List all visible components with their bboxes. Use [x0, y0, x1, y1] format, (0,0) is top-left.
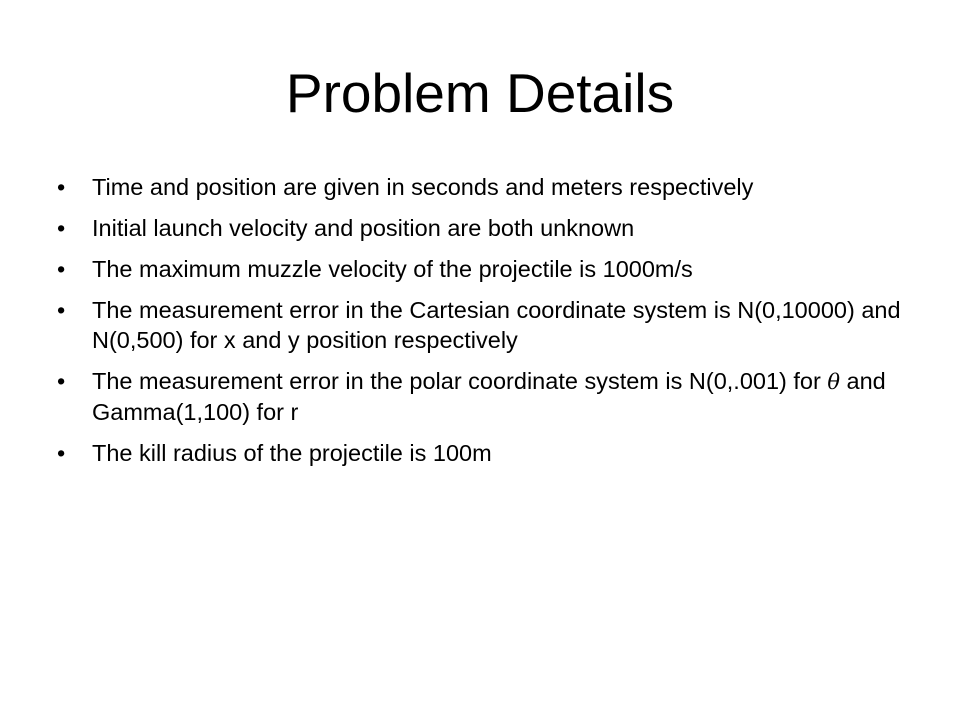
slide-title: Problem Details	[285, 62, 675, 124]
bullet-text: The maximum muzzle velocity of the projectile is 1000m/s	[92, 256, 693, 282]
bullet-dot-icon: •	[57, 440, 66, 466]
bullet-item-time-position	[55, 172, 915, 202]
bullet-dot-icon: •	[57, 174, 66, 200]
bullet-text: Initial launch velocity and position are both unknown	[92, 215, 635, 241]
bullet-text-before: The measurement error in the polar coordinate system is N(0,.001) for	[92, 368, 828, 394]
bullet-dot-icon: •	[57, 215, 66, 241]
bullet-item-kill-radius	[55, 438, 915, 468]
bullet-dot-icon: •	[57, 297, 66, 323]
bullet-item-cartesian-error	[55, 295, 915, 355]
bullet-dot-icon: •	[57, 368, 66, 394]
bullet-text: The kill radius of the projectile is 100m	[92, 440, 492, 466]
bullet-list	[55, 172, 915, 479]
bullet-dot-icon: •	[57, 256, 66, 282]
bullet-item-initial-launch	[55, 213, 915, 243]
bullet-text: The measurement error in the Cartesian coordinate system is N(0,10000) and N(0,500) for x and y position respectively	[92, 297, 901, 353]
bullet-text-after: and Gamma(1,100) for r	[92, 368, 886, 425]
theta-symbol: θ	[827, 370, 840, 394]
bullet-item-polar-error	[55, 366, 915, 427]
bullet-item-muzzle-velocity	[55, 254, 915, 284]
bullet-text: Time and position are given in seconds and meters respectively	[92, 174, 754, 200]
